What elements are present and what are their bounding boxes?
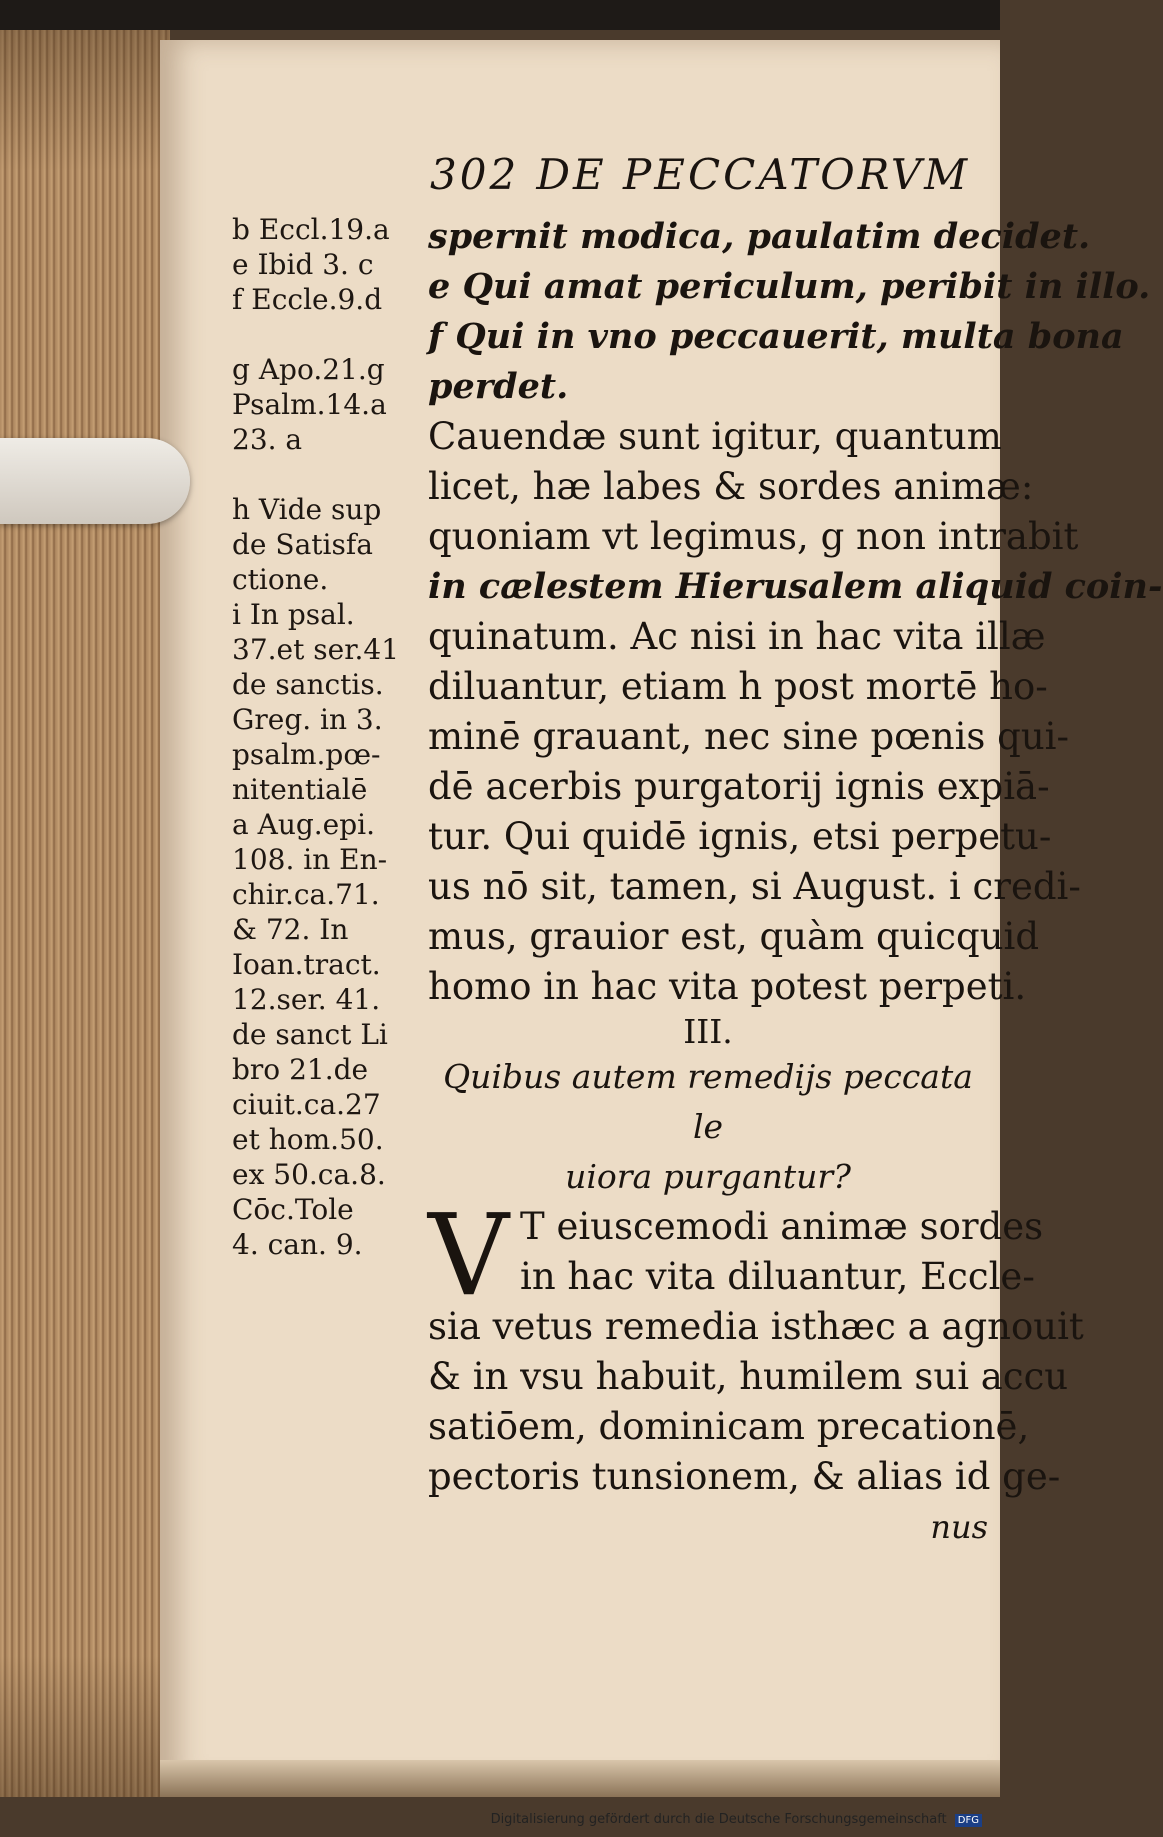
margin-note: 4. can. 9. (232, 1228, 363, 1261)
margin-note: chir.ca.71. (232, 878, 380, 911)
margin-note: g Apo.21.g (232, 353, 385, 386)
running-title: DE PECCATORVM (536, 150, 971, 199)
text-line: satiōem, dominicam precationē, (428, 1405, 1030, 1448)
margin-note: et hom.50. (232, 1123, 384, 1156)
bookmark-tab (0, 438, 190, 524)
text-line: dē acerbis purgatorij ignis expiā- (428, 765, 1050, 808)
text-line: Cauendæ sunt igitur, quantum (428, 415, 1002, 458)
page-header (430, 150, 970, 210)
margin-note: psalm.pœ- (232, 738, 381, 771)
page-bottom-edge (160, 1760, 1000, 1797)
margin-note: ex 50.ca.8. (232, 1158, 386, 1191)
text-line: spernit modica, paulatim decidet. (428, 216, 1091, 257)
margin-gap (232, 457, 424, 492)
margin-note: 37.et ser.41 (232, 633, 400, 666)
page-number: 302 (430, 150, 520, 199)
section-question-line-2: uiora purgantur? (565, 1157, 851, 1196)
margin-note: Ioan.tract. (232, 948, 381, 981)
margin-note: ctione. (232, 563, 329, 596)
scan-top-border (0, 0, 1000, 30)
text-line: tur. Qui quidē ignis, etsi perpetu- (428, 815, 1052, 858)
text-line: f Qui in vno peccauerit, multa bona (428, 316, 1124, 357)
margin-note: 108. in En- (232, 843, 388, 876)
main-text (428, 212, 1163, 1552)
text-line: & in vsu habuit, humilem sui accu (428, 1355, 1069, 1398)
margin-note: i In psal. (232, 598, 355, 631)
text-line: quinatum. Ac nisi in hac vita illæ (428, 615, 1046, 658)
margin-note: de Satisfa (232, 528, 373, 561)
margin-note: 23. a (232, 423, 303, 456)
text-line: pectoris tunsionem, & alias id ge- (428, 1455, 1061, 1498)
margin-note: Cōc.Tole (232, 1193, 354, 1226)
margin-note: ciuit.ca.27 (232, 1088, 381, 1121)
text-line: sia vetus remedia isthæc a agnouit (428, 1305, 1084, 1348)
margin-notes (232, 212, 424, 1262)
text-block-bottom (428, 1302, 1084, 1502)
margin-note: Greg. in 3. (232, 703, 383, 736)
text-line: e Qui amat periculum, peribit in illo. (428, 266, 1151, 307)
text-line: licet, hæ labes & sordes animæ: (428, 465, 1034, 508)
margin-gap (232, 317, 424, 352)
margin-note: bro 21.de (232, 1053, 369, 1086)
text-line: quoniam vt legimus, g non intrabit (428, 515, 1079, 558)
margin-note: h Vide sup (232, 493, 382, 526)
margin-note: f Eccle.9.d (232, 283, 383, 316)
text-line: us nō sit, tamen, si August. i credi- (428, 865, 1081, 908)
margin-note: de sanctis. (232, 668, 384, 701)
margin-note: & 72. In (232, 913, 349, 946)
credit-text: Digitalisierung gefördert durch die Deutsche Forschungsgemeinschaft (490, 1812, 947, 1827)
section-question-line-1: Quibus autem remedijs peccata le (443, 1057, 973, 1146)
text-line: homo in hac vita potest perpeti. (428, 965, 1027, 1008)
text-line: diluantur, etiam h post mortē ho- (428, 665, 1048, 708)
margin-note: de sanct Li (232, 1018, 388, 1051)
margin-note: a Aug.epi. (232, 808, 376, 841)
text-block-top (428, 212, 1163, 1012)
text-line: in hac vita diluantur, Eccle- (520, 1255, 1035, 1298)
margin-note: nitentialē (232, 773, 368, 806)
margin-note: 12.ser. 41. (232, 983, 381, 1016)
dropcap-paragraph (428, 1191, 1044, 1321)
text-line: perdet. (428, 366, 569, 407)
dfg-logo: DFG (955, 1814, 982, 1827)
margin-note: b Eccl.19.a (232, 213, 390, 246)
book-edge-shadow (0, 30, 170, 1797)
text-line: mus, grauior est, quàm quicquid (428, 915, 1040, 958)
digitization-credit (491, 1812, 982, 1827)
dropcap-letter: V (428, 1191, 509, 1321)
catchword: nus (930, 1508, 988, 1546)
margin-note: Psalm.14.a (232, 388, 387, 421)
margin-note: e Ibid 3. c (232, 248, 374, 281)
text-line: in cælestem Hierusalem aliquid coin- (428, 566, 1163, 607)
text-line: T eiuscemodi animæ sordes (520, 1205, 1044, 1248)
section-number: III. (683, 1012, 733, 1051)
text-line: minē grauant, nec sine pœnis qui- (428, 715, 1069, 758)
